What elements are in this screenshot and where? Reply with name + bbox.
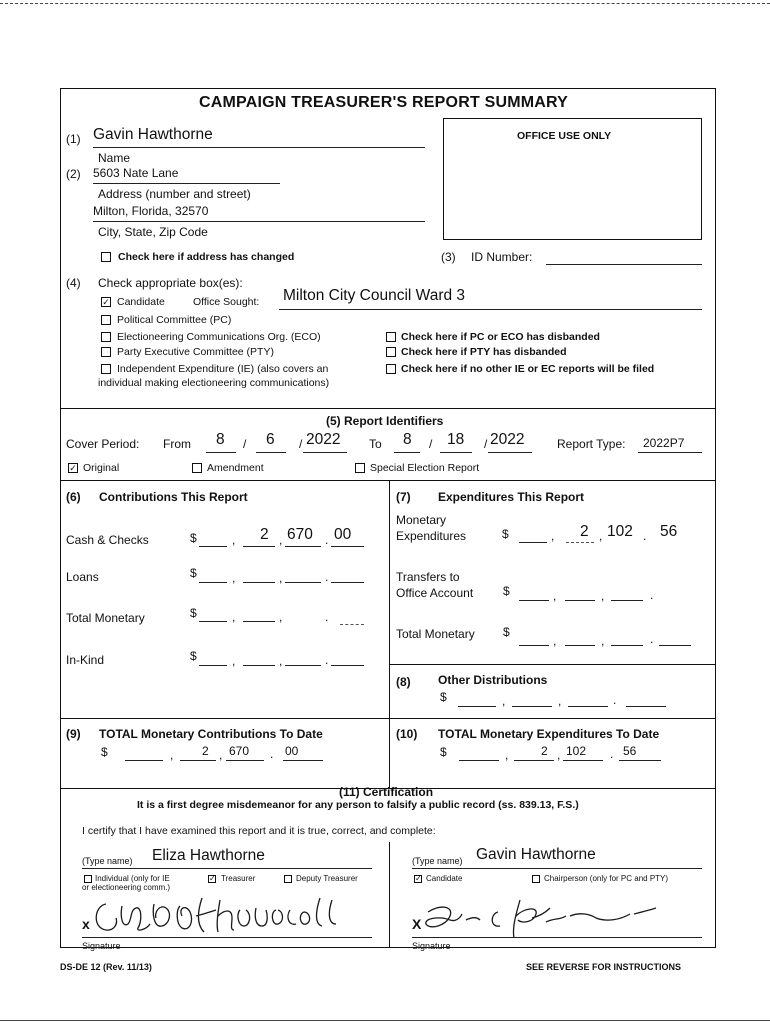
total-contrib-field-2[interactable] <box>243 621 275 622</box>
chairperson-label: Chairperson (only for PC and PTY) <box>544 874 669 883</box>
total-contrib-to-date-field-4 <box>283 760 323 761</box>
total-contributions-header: TOTAL Monetary Contributions To Date <box>99 727 323 741</box>
treasurer-signature-line <box>82 937 372 938</box>
special-election-label: Special Election Report <box>370 462 480 474</box>
total-contrib-dollar-sign: $ <box>190 606 197 620</box>
total-exp-to-date-period: . <box>610 747 614 761</box>
contributions-header: Contributions This Report <box>99 490 248 504</box>
total-exp-field-2[interactable] <box>565 645 595 646</box>
office-sought-label: Office Sought: <box>193 296 260 308</box>
in-kind-dollar-sign: $ <box>190 649 197 663</box>
from-slash-2: / <box>299 437 303 451</box>
cover-period-label: Cover Period: <box>66 437 140 451</box>
field-number-6: (6) <box>66 490 81 504</box>
total-contrib-to-date-dollar: $ <box>101 745 108 759</box>
candidate-signature-line <box>412 937 702 938</box>
bottom-scan-edge <box>0 1020 770 1021</box>
exp-comma-2: , <box>599 529 603 543</box>
amendment-checkbox[interactable] <box>192 463 202 473</box>
office-sought-underline <box>279 309 702 310</box>
from-month-value[interactable]: 8 <box>216 431 225 448</box>
address-changed-checkbox[interactable] <box>101 252 111 262</box>
political-committee-checkbox[interactable] <box>101 315 111 325</box>
eco-checkbox[interactable] <box>101 332 111 342</box>
total-expenditures-header: TOTAL Monetary Expenditures To Date <box>438 727 660 741</box>
monetary-expenditures-label-2: Expenditures <box>396 529 467 543</box>
other-field-3[interactable] <box>568 706 608 707</box>
city-label: City, State, Zip Code <box>98 225 208 239</box>
candidate-signature <box>420 898 670 942</box>
to-day-value[interactable]: 18 <box>447 431 465 448</box>
cash-cents-value[interactable]: 00 <box>334 526 352 543</box>
transfers-label-2: Office Account <box>396 586 474 600</box>
to-label: To <box>369 437 382 451</box>
office-sought-value[interactable]: Milton City Council Ward 3 <box>283 287 466 304</box>
exp-cents-value[interactable]: 56 <box>660 523 678 540</box>
total-exp-period: . <box>650 632 654 646</box>
office-use-label: OFFICE USE ONLY <box>517 130 612 142</box>
cash-dollar-sign: $ <box>190 531 197 545</box>
to-year-field <box>488 452 532 453</box>
from-year-field <box>303 452 347 453</box>
total-exp-to-date-field-1[interactable] <box>459 760 499 761</box>
candidate-cert-label: Candidate <box>426 874 463 883</box>
cash-hundreds-value[interactable]: 670 <box>287 526 313 543</box>
to-month-value[interactable]: 8 <box>403 431 412 448</box>
candidate-name-value[interactable]: Gavin Hawthorne <box>93 126 213 143</box>
in-kind-period: . <box>325 653 329 667</box>
expenditures-header: Expenditures This Report <box>438 490 585 504</box>
column-divider <box>389 480 390 788</box>
treasurer-name-value[interactable]: Eliza Hawthorne <box>152 847 265 864</box>
party-executive-label: Party Executive Committee (PTY) <box>117 346 274 358</box>
cash-checks-label: Cash & Checks <box>66 533 149 547</box>
total-exp-to-date-cents[interactable]: 56 <box>623 744 637 758</box>
cash-period: . <box>325 533 329 547</box>
in-kind-field-1[interactable] <box>199 665 227 666</box>
loans-comma-1: , <box>232 571 236 585</box>
original-checkbox[interactable]: ✓ <box>69 463 77 473</box>
total-contrib-period: . <box>325 610 329 624</box>
candidate-type-name-label: (Type name) <box>412 856 463 866</box>
in-kind-field-4[interactable] <box>331 665 364 666</box>
other-field-1[interactable] <box>458 706 496 707</box>
name-underline <box>93 147 425 148</box>
name-label: Name <box>98 151 131 165</box>
chairperson-checkbox[interactable] <box>532 875 540 883</box>
exp-comma-1: , <box>551 529 555 543</box>
report-identifiers-header: (5) Report Identifiers <box>326 414 444 428</box>
from-month-field <box>206 452 236 453</box>
field-number-1: (1) <box>66 132 81 146</box>
total-exp-to-date-field-2 <box>514 760 554 761</box>
certification-header: (11) Certification <box>339 785 434 799</box>
treasurer-checkbox[interactable]: ✓ <box>209 874 216 883</box>
transfers-dollar-sign: $ <box>503 584 510 598</box>
total-exp-comma-2: , <box>601 634 605 648</box>
deputy-treasurer-checkbox[interactable] <box>284 875 292 883</box>
total-exp-dollar-sign: $ <box>503 625 510 639</box>
loans-dollar-sign: $ <box>190 566 197 580</box>
reverse-instructions-note: SEE REVERSE FOR INSTRUCTIONS <box>526 962 682 972</box>
deputy-treasurer-label: Deputy Treasurer <box>296 874 358 883</box>
city-state-zip-value[interactable]: Milton, Florida, 32570 <box>93 204 209 218</box>
report-type-value[interactable]: 2022P7 <box>643 436 685 450</box>
total-contrib-to-date-comma-2: , <box>219 748 223 762</box>
cash-cents-field <box>331 546 364 547</box>
to-slash-1: / <box>429 437 433 451</box>
total-contrib-to-date-cents[interactable]: 00 <box>285 744 299 758</box>
monetary-expenditures-label-1: Monetary <box>396 513 447 527</box>
exp-period: . <box>643 529 647 543</box>
other-comma-1: , <box>502 694 506 708</box>
total-exp-to-date-comma-2: , <box>557 748 561 762</box>
candidate-box-label: Candidate <box>117 296 165 308</box>
no-other-reports-label: Check here if no other IE or EC reports will be filed <box>401 363 655 375</box>
individual-note: or electioneering comm.) <box>82 883 171 892</box>
total-monetary-exp-label: Total Monetary <box>396 627 475 641</box>
field-number-4: (4) <box>66 276 81 290</box>
total-exp-field-3[interactable] <box>611 645 643 646</box>
totals-divider <box>60 718 716 719</box>
pc-eco-disbanded-label: Check here if PC or ECO has disbanded <box>401 331 600 343</box>
from-label: From <box>163 437 191 451</box>
total-contrib-to-date-period: . <box>270 747 274 761</box>
top-scan-edge <box>0 3 770 4</box>
id-number-field[interactable] <box>546 264 702 265</box>
section-5-divider <box>60 408 716 409</box>
total-contrib-field-1[interactable] <box>199 621 227 622</box>
pty-disbanded-label: Check here if PTY has disbanded <box>401 346 567 358</box>
treasurer-signature-x: x <box>82 916 90 932</box>
from-day-field <box>256 452 286 453</box>
in-kind-comma-2: , <box>279 654 283 668</box>
cash-millions-field[interactable] <box>199 546 227 547</box>
political-committee-label: Political Committee (PC) <box>117 314 232 326</box>
total-contrib-to-date-comma-1: , <box>170 748 174 762</box>
candidate-signature-x: X <box>412 916 422 932</box>
total-contrib-field-4[interactable] <box>340 624 364 625</box>
from-year-value[interactable]: 2022 <box>306 431 341 448</box>
section-6-divider <box>60 480 716 481</box>
total-exp-to-date-field-3 <box>563 760 603 761</box>
id-number-label: ID Number: <box>471 250 533 264</box>
transfers-comma-1: , <box>553 589 557 603</box>
loans-field-2[interactable] <box>243 582 275 583</box>
check-boxes-prompt: Check appropriate box(es): <box>98 276 243 290</box>
transfers-field-1[interactable] <box>519 600 549 601</box>
candidate-checkbox[interactable]: ✓ <box>102 297 110 307</box>
signature-column-divider <box>389 842 390 948</box>
exp-hundreds-value[interactable]: 102 <box>607 523 633 540</box>
address-changed-label: Check here if address has changed <box>118 251 295 263</box>
treasurer-type-name-label: (Type name) <box>82 856 133 866</box>
candidate-cert-name-underline <box>412 868 702 869</box>
eco-label: Electioneering Communications Org. (ECO) <box>117 331 321 343</box>
other-comma-2: , <box>558 694 562 708</box>
individual-checkbox[interactable] <box>84 875 92 883</box>
field-number-7: (7) <box>396 490 411 504</box>
from-day-value[interactable]: 6 <box>266 431 275 448</box>
total-exp-field-1[interactable] <box>519 645 549 646</box>
to-day-field <box>440 452 472 453</box>
in-kind-field-2[interactable] <box>243 665 275 666</box>
to-year-value[interactable]: 2022 <box>490 431 525 448</box>
pty-disbanded-checkbox[interactable] <box>386 347 396 357</box>
exp-millions-field[interactable] <box>519 542 547 543</box>
total-monetary-contrib-label: Total Monetary <box>66 611 145 625</box>
total-exp-comma-1: , <box>553 634 557 648</box>
cash-comma-2: , <box>279 533 283 547</box>
loans-field-1[interactable] <box>199 582 227 583</box>
total-exp-to-date-field-4 <box>619 760 661 761</box>
independent-expenditure-note: individual making electioneering communications) <box>98 377 330 389</box>
total-contrib-to-date-hundreds[interactable]: 670 <box>229 744 250 758</box>
treasurer-label: Treasurer <box>221 874 256 883</box>
address-value[interactable]: 5603 Nate Lane <box>93 166 179 180</box>
certification-statement: I certify that I have examined this report and it is true, correct, and complete: <box>82 825 436 837</box>
field-number-10: (10) <box>396 727 418 741</box>
party-executive-checkbox[interactable] <box>101 347 111 357</box>
exp-thousands-field <box>566 542 594 543</box>
other-distributions-header: Other Distributions <box>438 673 548 687</box>
transfers-period: . <box>650 588 654 602</box>
in-kind-comma-1: , <box>232 654 236 668</box>
in-kind-field-3[interactable] <box>285 665 321 666</box>
field-number-8: (8) <box>396 675 411 689</box>
total-exp-to-date-dollar: $ <box>440 745 447 759</box>
form-id: DS-DE 12 (Rev. 11/13) <box>60 962 152 972</box>
to-month-field <box>394 452 420 453</box>
loans-label: Loans <box>66 570 99 584</box>
in-kind-label: In-Kind <box>66 653 105 667</box>
cash-thousands-field <box>243 546 275 547</box>
section-8-divider <box>389 664 716 665</box>
report-type-field <box>638 452 702 453</box>
loans-comma-2: , <box>279 571 283 585</box>
total-exp-field-4[interactable] <box>659 645 691 646</box>
total-contrib-to-date-field-3 <box>226 760 264 761</box>
total-contrib-to-date-field-1[interactable] <box>125 760 163 761</box>
treasurer-name-underline <box>82 868 372 869</box>
other-field-4[interactable] <box>626 706 666 707</box>
loans-field-3[interactable] <box>285 582 321 583</box>
exp-thousands-value[interactable]: 2 <box>580 523 589 540</box>
treasurer-signature-label: Signature <box>82 941 121 951</box>
form-title: CAMPAIGN TREASURER'S REPORT SUMMARY <box>199 94 569 111</box>
original-label: Original <box>83 462 120 474</box>
cash-comma-1: , <box>232 533 236 547</box>
candidate-cert-name-value[interactable]: Gavin Hawthorne <box>476 846 596 863</box>
field-number-3: (3) <box>441 250 456 264</box>
treasurer-signature <box>92 894 362 940</box>
report-type-label: Report Type: <box>557 437 626 451</box>
loans-field-4[interactable] <box>331 582 364 583</box>
other-period: . <box>613 693 617 707</box>
total-exp-to-date-hundreds[interactable]: 102 <box>566 744 587 758</box>
independent-expenditure-checkbox[interactable] <box>101 364 111 374</box>
transfers-field-2[interactable] <box>565 600 595 601</box>
city-underline <box>93 221 425 222</box>
total-exp-to-date-comma-1: , <box>505 748 509 762</box>
to-slash-2: / <box>484 437 488 451</box>
field-number-9: (9) <box>66 727 81 741</box>
address-underline <box>93 183 280 184</box>
total-exp-to-date-thousands[interactable]: 2 <box>541 744 548 758</box>
total-contrib-comma-2: , <box>279 610 283 624</box>
pc-eco-disbanded-checkbox[interactable] <box>386 332 396 342</box>
address-label: Address (number and street) <box>98 187 251 201</box>
candidate-cert-checkbox[interactable]: ✓ <box>415 874 422 883</box>
exp-dollar-sign: $ <box>502 527 509 541</box>
individual-label: Individual (only for IE <box>95 874 170 883</box>
loans-period: . <box>325 570 329 584</box>
transfers-comma-2: , <box>601 589 605 603</box>
field-number-2: (2) <box>66 167 81 181</box>
cash-thousands-value[interactable]: 2 <box>260 526 269 543</box>
special-election-checkbox[interactable] <box>355 463 365 473</box>
from-slash-1: / <box>243 437 247 451</box>
independent-expenditure-label: Independent Expenditure (IE) (also covers an <box>117 363 329 375</box>
total-contrib-to-date-thousands[interactable]: 2 <box>202 744 209 758</box>
other-field-2[interactable] <box>512 706 552 707</box>
total-contrib-comma-1: , <box>232 610 236 624</box>
transfers-label-1: Transfers to <box>396 570 460 584</box>
amendment-label: Amendment <box>207 462 264 474</box>
certification-warning: It is a first degree misdemeanor for any person to falsify a public record (ss. 839.13, F.S.) <box>137 799 579 811</box>
candidate-signature-label: Signature <box>412 941 451 951</box>
cash-hundreds-field <box>285 546 321 547</box>
no-other-reports-checkbox[interactable] <box>386 364 396 374</box>
transfers-field-3[interactable] <box>611 600 643 601</box>
other-dollar-sign: $ <box>440 690 447 704</box>
total-contrib-to-date-field-2 <box>180 760 216 761</box>
